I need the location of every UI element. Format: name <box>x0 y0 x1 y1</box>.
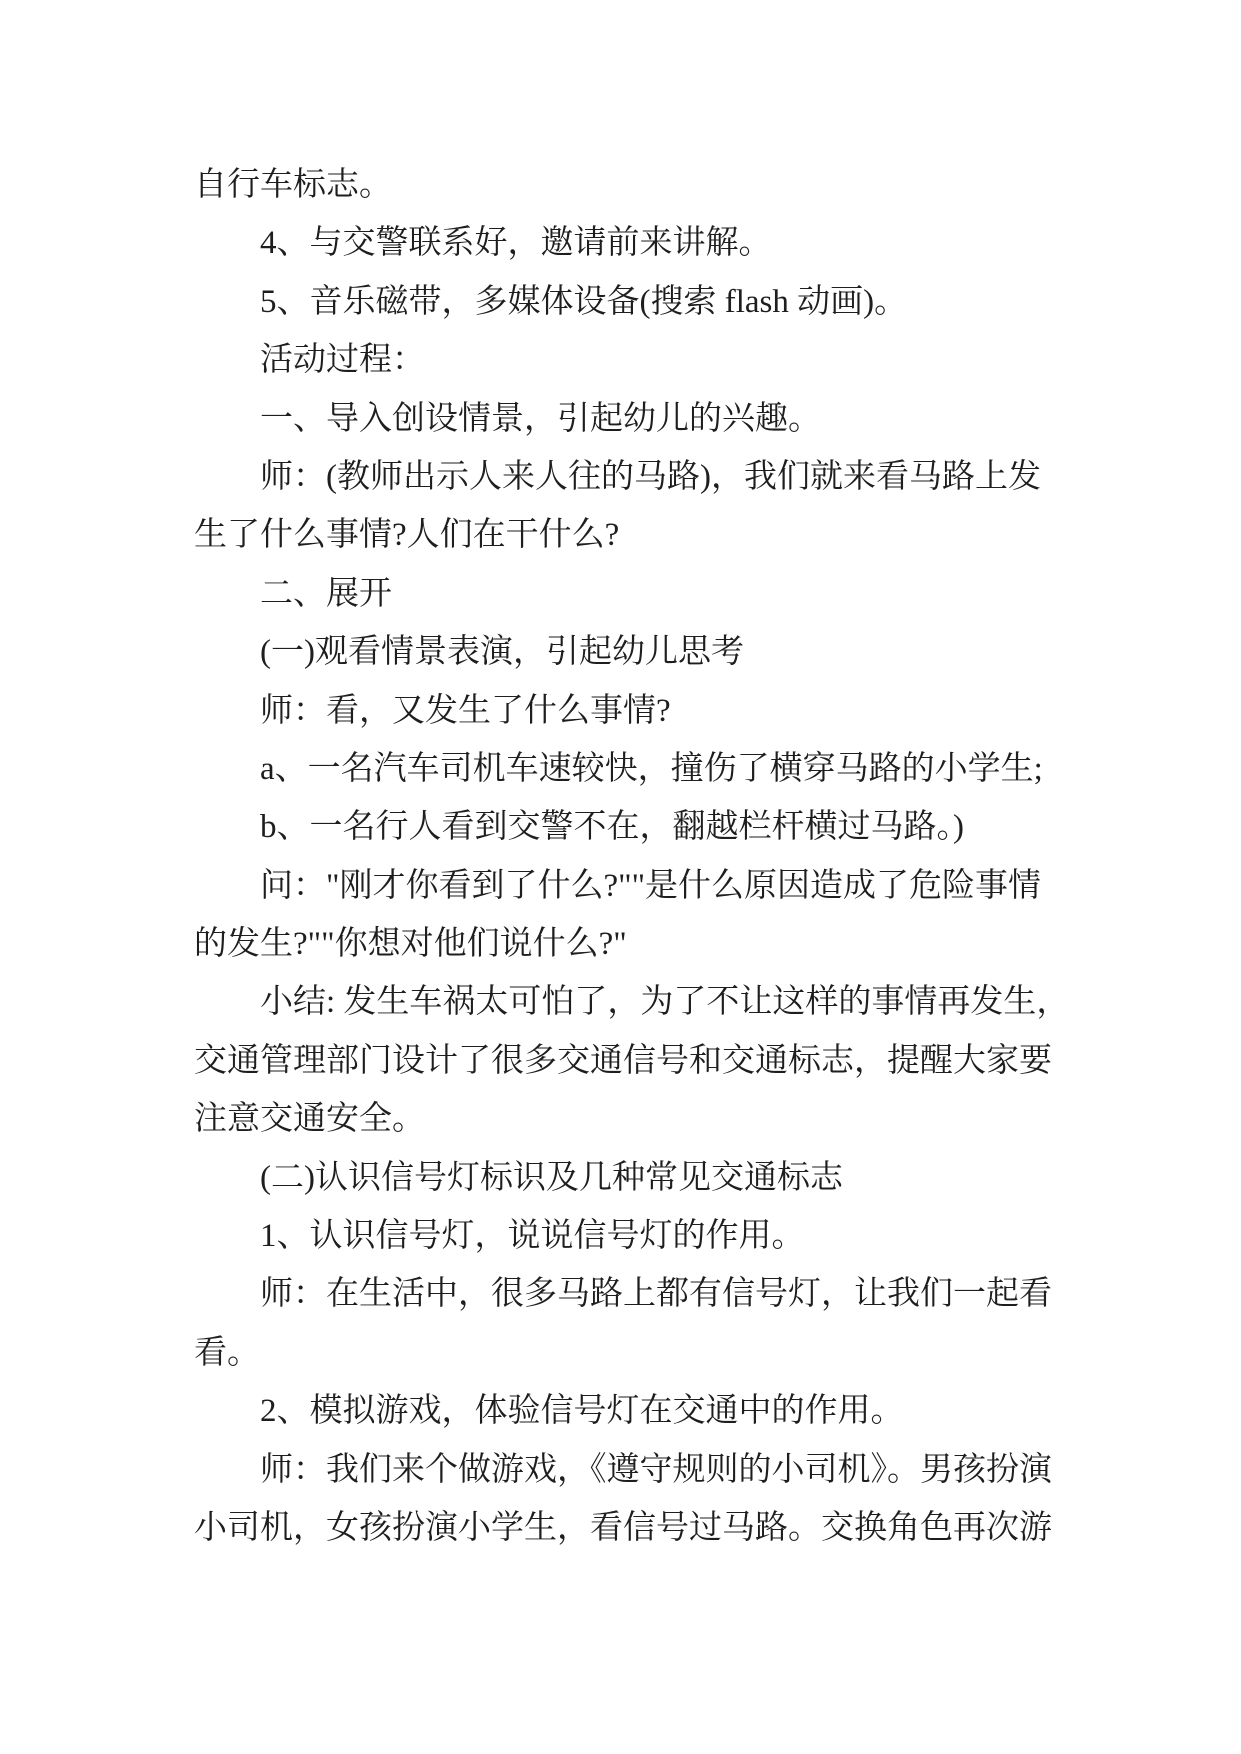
text-line: (二)认识信号灯标识及几种常见交通标志 <box>260 1159 843 1196</box>
text-line: 问："刚才你看到了什么?""是什么原因造成了危险事情 <box>260 867 1042 904</box>
text-line: 看。 <box>194 1334 260 1371</box>
text-line: 2、模拟游戏，体验信号灯在交通中的作用。 <box>260 1393 904 1430</box>
text-line: (一)观看情景表演，引起幼儿思考 <box>260 634 744 671</box>
text-line: 的发生?""你想对他们说什么?" <box>194 926 627 963</box>
text-line: 小结: 发生车祸太可怕了，为了不让这样的事情再发生， <box>260 984 1070 1021</box>
text-line: 生了什么事情?人们在干什么? <box>194 517 620 554</box>
text-line: 师：(教师出示人来人往的马路)，我们就来看马路上发 <box>260 458 1041 495</box>
text-line: 一、导入创设情景，引起幼儿的兴趣。 <box>260 400 821 437</box>
text-line: 4、与交警联系好，邀请前来讲解。 <box>260 225 772 262</box>
text-line: a、一名汽车司机车速较快，撞伤了横穿马路的小学生; <box>260 750 1043 787</box>
text-line: b、一名行人看到交警不在，翻越栏杆横过马路。) <box>260 809 964 846</box>
text-line: 自行车标志。 <box>194 167 392 203</box>
text-line: 师：在生活中，很多马路上都有信号灯，让我们一起看 <box>260 1276 1052 1313</box>
text-line: 交通管理部门设计了很多交通信号和交通标志，提醒大家要 <box>194 1042 1052 1079</box>
text-line: 活动过程： <box>260 342 425 379</box>
text-line: 注意交通安全。 <box>194 1101 425 1138</box>
document-body <box>194 156 1074 1557</box>
text-line: 小司机，女孩扮演小学生，看信号过马路。交换角色再次游 <box>194 1509 1052 1546</box>
text-line: 师：看，又发生了什么事情? <box>260 692 671 729</box>
text-line: 师：我们来个做游戏，《遵守规则的小司机》。男孩扮演 <box>260 1451 1052 1488</box>
text-line: 二、展开 <box>260 575 392 612</box>
text-line: 5、音乐磁带，多媒体设备(搜索 flash 动画)。 <box>260 283 908 320</box>
text-line: 1、认识信号灯，说说信号灯的作用。 <box>260 1218 805 1255</box>
